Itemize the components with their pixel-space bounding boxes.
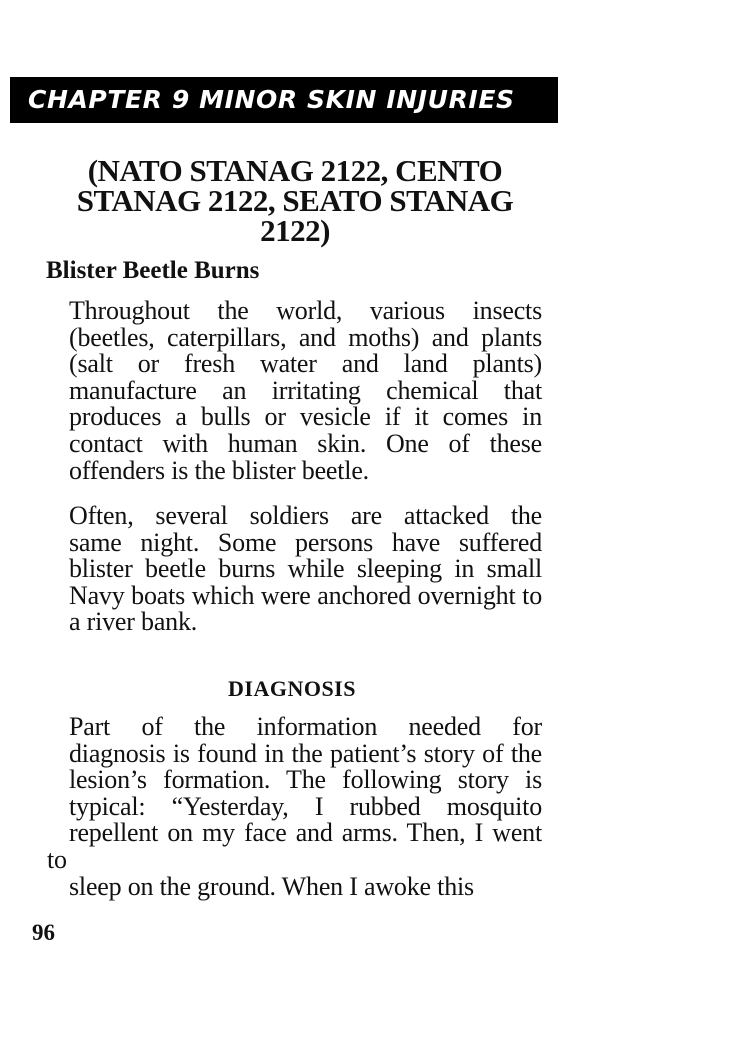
text-line: a river bank. xyxy=(69,607,198,637)
text-line: lesion’s formation. The following story is xyxy=(69,765,542,795)
paragraph-diagnosis xyxy=(47,714,542,900)
paragraph-insects xyxy=(47,298,542,484)
text-line: Part of the information needed for xyxy=(69,712,542,741)
diagnosis-heading: DIAGNOSIS xyxy=(228,676,356,701)
paragraph-soldiers xyxy=(47,503,542,636)
text-line: repellent on my face and arms. Then, I went to xyxy=(47,818,542,874)
text-line: sleep on the ground. When I awoke this xyxy=(69,871,474,901)
text-line: blister beetle burns while sleeping in small xyxy=(69,554,542,584)
text-line: (beetles, caterpillars, and moths) and plants xyxy=(69,322,542,352)
text-line: typical: “Yesterday, I rubbed mosquito xyxy=(69,791,542,821)
text-line: same night. Some persons have suffered xyxy=(69,527,542,557)
standards-heading-line: STANAG 2122, SEATO STANAG 2122) xyxy=(76,183,514,248)
text-line: offenders is the blister beetle. xyxy=(69,455,369,485)
text-line: produces a bulls or vesicle if it comes in xyxy=(69,402,542,432)
page-number: 96 xyxy=(32,920,55,945)
text-line: manufacture an irritating chemical that xyxy=(69,375,542,405)
text-line: diagnosis is found in the patient’s story of the xyxy=(69,738,542,768)
text-line: Navy boats which were anchored overnight to xyxy=(69,580,542,610)
section-heading: Blister Beetle Burns xyxy=(46,257,260,284)
text-line: Often, several soldiers are attacked the xyxy=(69,501,542,530)
text-line: contact with human skin. One of these xyxy=(69,428,542,458)
chapter-banner: CHAPTER 9 MINOR SKIN INJURIES xyxy=(10,77,558,123)
standards-heading-line: (NATO STANAG 2122, CENTO xyxy=(87,153,503,188)
text-line: (salt or fresh water and land plants) xyxy=(69,349,542,379)
standards-heading xyxy=(40,153,550,248)
text-line: Throughout the world, various insects xyxy=(69,296,542,325)
